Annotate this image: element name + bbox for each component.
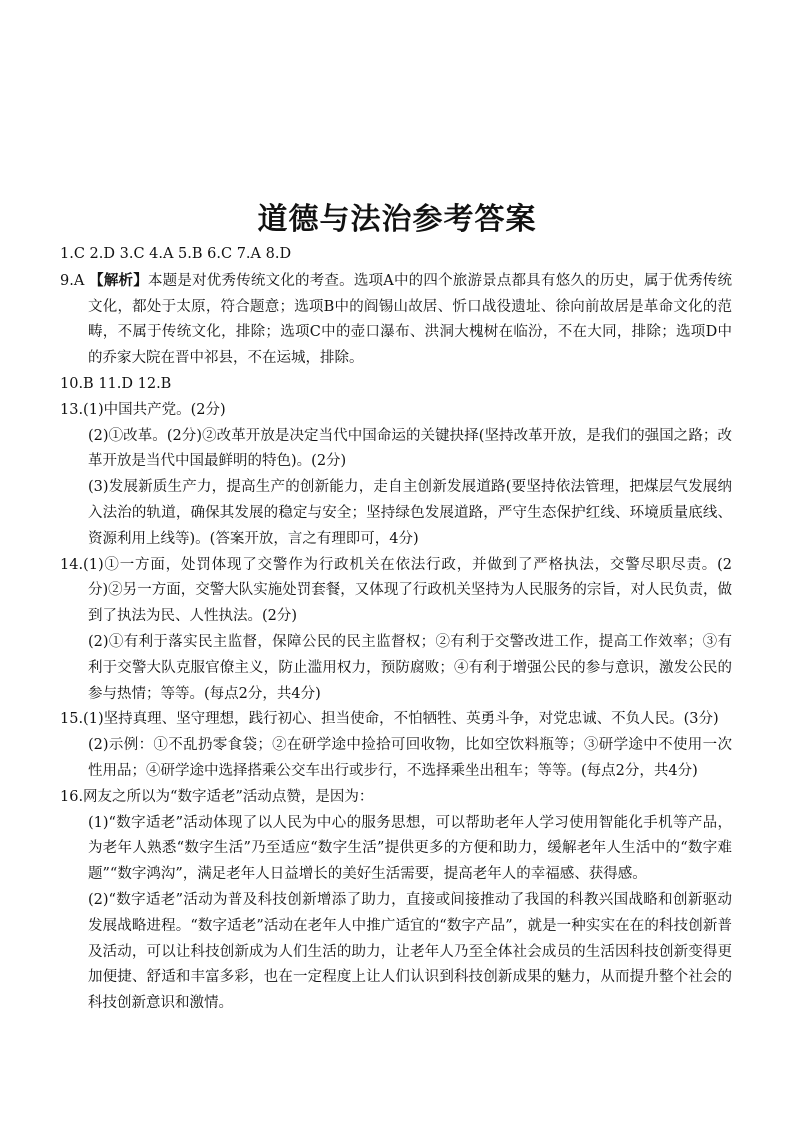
answers-1-8: 1.C 2.D 3.C 4.A 5.B 6.C 7.A 8.D: [60, 246, 292, 262]
page-title: 道德与法治参考答案: [257, 202, 537, 237]
answer-14-2: (2)①有利于落实民主监督，保障公民的民主监督权；②有利于交警改进工作，提高工作效率；③有利于交警大队克服官僚主义，防止滥用权力，预防腐败；④有利于增强公民的参与意识，激发公民的参与热情；等等。(每点2分，共4分): [88, 633, 732, 702]
answer-16-intro: 16.网友之所以为“数字适老”活动点赞，是因为：: [60, 788, 374, 805]
answer-9-choice: 9.A: [60, 272, 90, 289]
answer-14-1: 14.(1)①一方面，处罚体现了交警作为行政机关在依法行政，并做到了严格执法，交警尽职尽责。(2分)②另一方面，交警大队实施处罚套餐，又体现了行政机关坚持为人民服务的宗旨，对人民负责，做到了执法为民、人性执法。(2分): [60, 556, 732, 625]
answer-13-3: (3)发展新质生产力，提高生产的创新能力，走自主创新发展道路(要坚持依法管理，把煤层气发展纳入法治的轨道，确保其发展的稳定与安全；坚持绿色发展道路，严守生态保护红线、环境质量底线、资源利用上线等)。(答案开放，言之有理即可，4分): [88, 479, 732, 547]
answer-16-2: (2)“数字适老”活动为普及科技创新增添了助力，直接或间接推动了我国的科教兴国战略和创新驱动发展战略进程。“数字适老”活动在老年人中推广适宜的“数字产品”，就是一种实实在在的科技创新普及活动，可以让科技创新成为人们生活的助力，让老年人乃至全体社会成员的生活因科技创新变得更加便捷、舒适和丰富多彩，也在一定程度上让人们认识到科技创新成果的魅力，从而提升整个社会的科技创新意识和激情。: [88, 891, 732, 1012]
answer-9-analysis: 本题是对优秀传统文化的考查。选项A中的四个旅游景点都具有悠久的历史，属于优秀传统文化，都处于太原，符合题意；选项B中的阎锡山故居、忻口战役遗址、徐向前故居是革命文化的范畴，不属于传统文化，排除；选项C中的壶口瀑布、洪洞大槐树在临汾，不在大同，排除；选项D中的乔家大院在晋中祁县，不在运城，排除。: [88, 272, 732, 367]
analysis-label: 【解析】: [89, 271, 148, 289]
answer-15-1: 15.(1)坚持真理、坚守理想，践行初心、担当使命，不怕牺牲、英勇斗争，对党忠诚、不负人民。(3分): [60, 711, 719, 728]
answer-13-2: (2)①改革。(2分)②改革开放是决定当代中国命运的关键抉择(坚持改革开放，是我们的强国之路；改革开放是当代中国最鲜明的特色)。(2分): [88, 427, 732, 470]
answer-content: [60, 242, 732, 1017]
answer-15-2: (2)示例：①不乱扔零食袋；②在研学途中捡拾可回收物，比如空饮料瓶等；③研学途中不使用一次性用品；④研学途中选择搭乘公交车出行或步行，不选择乘坐出租车；等等。(每点2分，共4分): [88, 737, 732, 779]
answer-13-1: 13.(1)中国共产党。(2分): [60, 401, 226, 418]
answer-9: [60, 268, 732, 372]
answers-10-12: 10.B 11.D 12.B: [60, 375, 172, 392]
answer-16-1: (1)“数字适老”活动体现了以人民为中心的服务思想，可以帮助老年人学习使用智能化手机等产品，为老年人熟悉“数字生活”乃至适应“数字生活”提供更多的方便和助力，缓解老年人生活中的“数字难题”“数字鸿沟”，满足老年人日益增长的美好生活需要，提高老年人的幸福感、获得感。: [88, 814, 732, 883]
